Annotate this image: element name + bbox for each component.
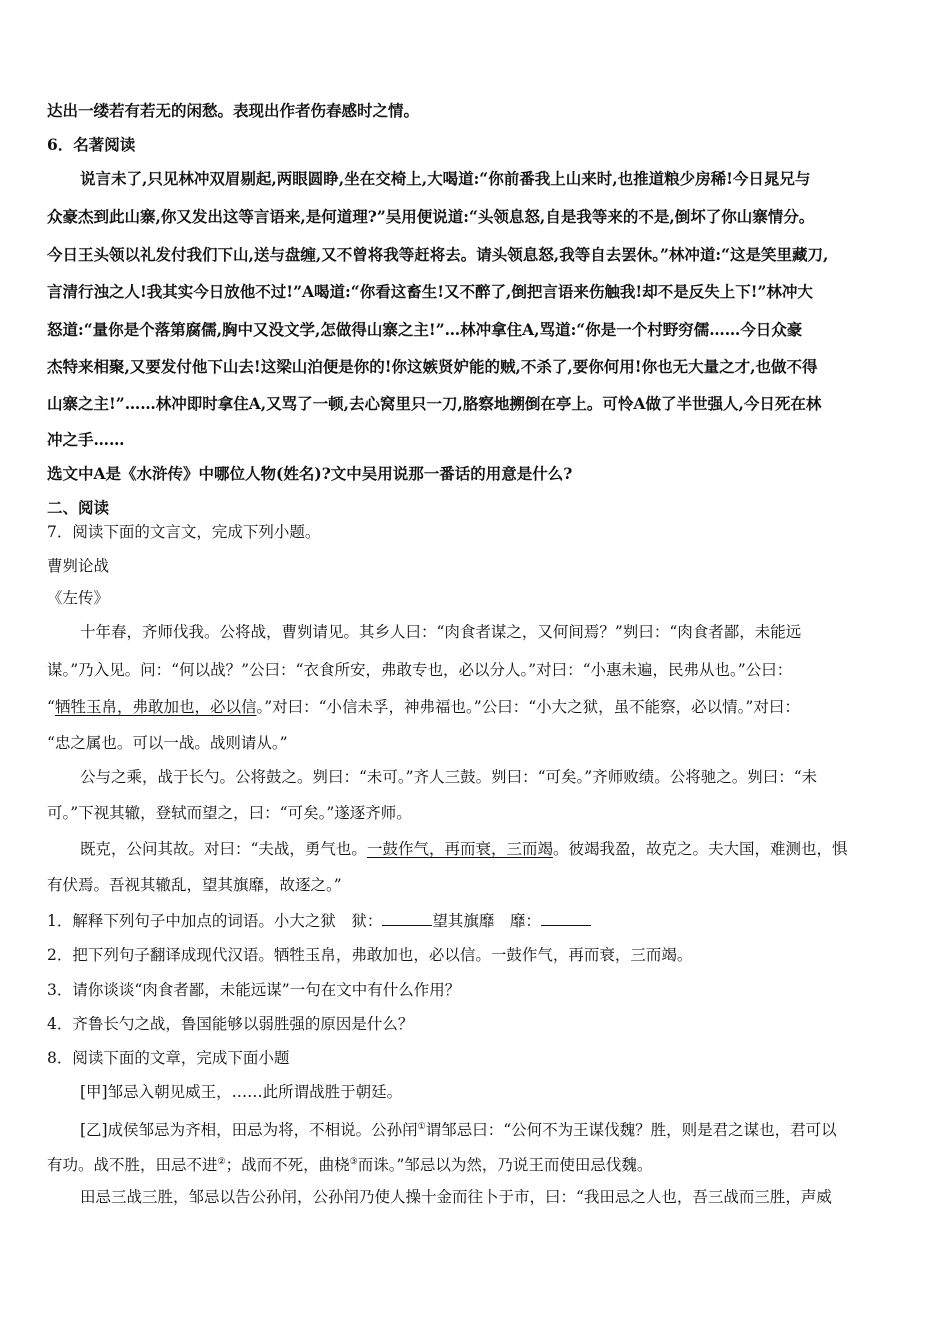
q6-line-7: 山寨之主!”……林冲即时拿住A,又骂了一顿,去心窝里只一刀,胳察地搠倒在亭上。可怜A做了半世强人,今日死在林: [47, 394, 822, 413]
q7-intro: 7．阅读下面的文言文，完成下列小题。: [47, 523, 321, 541]
q7-p1-line-2: 谋。”乃入见。问：“何以战？”公曰：“衣食所安，弗敢专也，必以分人。”对曰：“小惠未遍，民弗从也。”公曰：: [47, 661, 793, 679]
section-2-heading: 二、阅读: [47, 498, 110, 517]
line-text: 有功。战不胜，田忌不进: [47, 1156, 218, 1175]
q5-tail: 达出一缕若有若无的闲愁。表现出作者伤春感时之情。: [47, 101, 420, 120]
sq1-text: 1．解释下列句子中加点的词语。小大之狱 狱：: [47, 912, 383, 930]
line-text: 。彼竭我盈，故克之。夫大国，难测也，惧: [552, 840, 848, 858]
q6-line-2: 众豪杰到此山寨,你又发出这等言语来,是何道理?”吴用便说道:“头领息怒,自是我等来的不是,倒坏了你山寨情分。: [47, 207, 815, 226]
q7-sub-question-3: 3．请你谈谈“肉食者鄙，未能远谋”一句在文中有什么作用？: [47, 981, 461, 999]
q6-line-3: 今日王头领以礼发付我们下山,送与盘缠,又不曾将我等赶将去。请头领息怒,我等自去罢休。”林冲道:“这是笑里藏刀,: [47, 245, 829, 264]
line-text: 。”对曰：“小信未孚，神弗福也。”公曰：“小大之狱，虽不能察，必以情。”对曰：: [256, 698, 800, 716]
line-text: ；战而不死，曲桡: [225, 1156, 350, 1175]
footnote-mark: ②: [217, 1157, 226, 1167]
underlined-phrase: 牺牲玉帛，弗敢加也，必以信: [54, 698, 257, 716]
sq1-text-2: 望其旗靡 靡：: [432, 912, 541, 930]
q6-question: 选文中A是《水浒传》中哪位人物(姓名)?文中吴用说那一番话的用意是什么?: [47, 464, 573, 483]
q7-p3-line-1: [80, 838, 847, 860]
q8-yi-line-1: [80, 1116, 837, 1141]
q7-p2-line-2: 可。”下视其辙，登轼而望之，曰：“可矣。”遂逐齐师。: [47, 804, 412, 822]
line-text: 既克，公问其故。对曰：“夫战，勇气也。: [80, 840, 367, 858]
q7-p2-line-1: 公与之乘，战于长勺。公将鼓之。刿曰：“未可。”齐人三鼓。刿曰：“可矣。”齐师败绩。公将驰之。刿曰：“未: [80, 768, 818, 786]
q7-p1-line-4: “忠之属也。可以一战。战则请从。”: [47, 734, 288, 752]
underlined-phrase: 一鼓作气，再而衰，三而竭: [366, 840, 553, 858]
line-text: [乙]成侯邹忌为齐相，田忌为将，不相说。公孙闬: [80, 1121, 418, 1140]
q6-line-1: 说言未了,只见林冲双眉剔起,两眼圆睁,坐在交椅上,大喝道:“你前番我上山来时,也推道粮少房稀!今日晁兄与: [80, 169, 811, 188]
q8-yi-line-2: [47, 1151, 652, 1176]
q6-line-8: 冲之手……: [47, 430, 125, 449]
line-text: 谓邹忌曰：“公何不为王谋伐魏？胜，则是君之谋也，君可以: [425, 1121, 837, 1140]
q7-title: 曹刿论战: [47, 557, 110, 575]
footnote-mark: ③: [349, 1157, 358, 1167]
q8-last-line: 田忌三战三胜，邹忌以告公孙闬，公孙闬乃使人操十金而往卜于市，曰：“我田忌之人也，吾三战而三胜，声威: [80, 1188, 832, 1206]
q7-sub-question-1: [47, 910, 591, 932]
q6-heading: 6．名著阅读: [47, 135, 136, 154]
quote-mark: “: [47, 698, 55, 716]
q7-source: 《左传》: [47, 589, 110, 607]
q6-line-5: 怒道:“量你是个落第腐儒,胸中又没文学,怎做得山寨之主!”…林冲拿住A,骂道:“你是一个村野穷儒……今日众豪: [47, 320, 803, 339]
q7-sub-question-4: 4．齐鲁长勺之战，鲁国能够以弱胜强的原因是什么？: [47, 1015, 414, 1033]
q7-p1-line-3: [47, 696, 800, 718]
answer-blank-1[interactable]: [382, 911, 432, 926]
q8-jia: [甲]邹忌入朝见威王，……此所谓战胜于朝廷。: [80, 1083, 403, 1101]
footnote-mark: ①: [417, 1122, 426, 1132]
q7-p3-line-2: 有伏焉。吾视其辙乱，望其旗靡，故逐之。”: [47, 876, 342, 894]
answer-blank-2[interactable]: [541, 911, 591, 926]
q8-intro: 8．阅读下面的文章，完成下面小题: [47, 1049, 290, 1067]
q7-sub-question-2: 2．把下列句子翻译成现代汉语。牺牲玉帛，弗敢加也，必以信。一鼓作气，再而衰，三而竭。: [47, 946, 693, 964]
q6-line-4: 言清行浊之人!我其实今日放他不过!”A喝道:“你看这畜生!又不醉了,倒把言语来伤触我!却不是反失上下!”林冲大: [47, 282, 813, 301]
q6-line-6: 杰特来相聚,又要发付他下山去!这梁山泊便是你的!你这嫉贤妒能的贼,不杀了,要你何用!你也无大量之才,也做不得: [47, 357, 818, 376]
line-text: 而诛。”邹忌以为然，乃说王而使田忌伐魏。: [357, 1156, 653, 1175]
q7-p1-line-1: 十年春，齐师伐我。公将战，曹刿请见。其乡人曰：“肉食者谋之，又何间焉？”刿曰：“肉食者鄙，未能远: [80, 623, 802, 641]
